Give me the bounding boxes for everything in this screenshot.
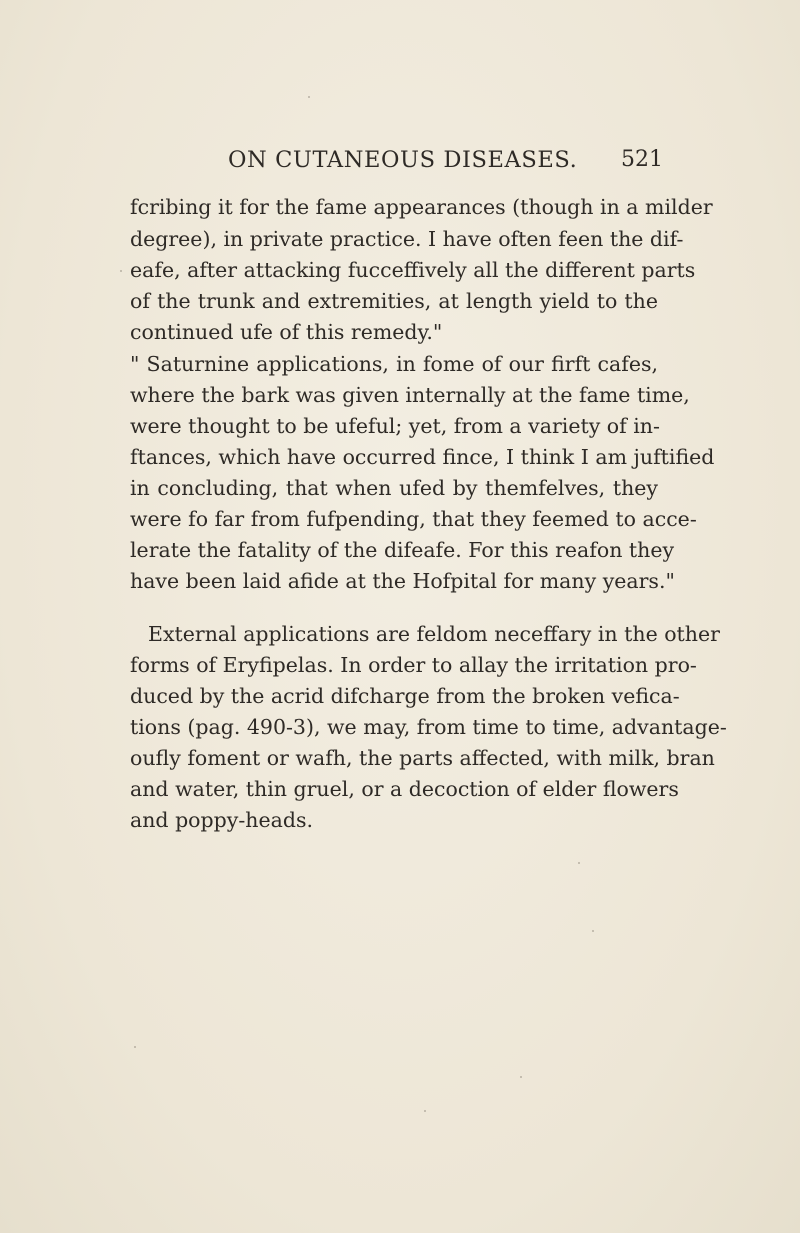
text-line: degree), in private practice. I have often feen the dif- xyxy=(130,227,684,251)
paper-speck xyxy=(578,862,580,864)
text-line: and poppy-heads. xyxy=(130,808,313,832)
text-line: External applications are feldom neceffary in the other xyxy=(148,622,720,646)
running-head xyxy=(228,147,668,177)
text-line: where the bark was given internally at the fame time, xyxy=(130,383,690,407)
text-line: were thought to be ufeful; yet, from a variety of in- xyxy=(130,414,660,438)
text-line: fcribing it for the fame appearances (though in a milder xyxy=(130,195,713,219)
text-line: oufly foment or wafh, the parts affected, with milk, bran xyxy=(130,746,715,770)
text-line: lerate the fatality of the difeafe. For this reafon they xyxy=(130,538,675,562)
paper-speck xyxy=(120,270,122,272)
text-line: tions (pag. 490-3), we may, from time to time, advantage- xyxy=(130,715,727,739)
text-line: " Saturnine applications, in fome of our firft cafes, xyxy=(130,352,658,376)
text-line: forms of Eryfipelas. In order to allay the irritation pro- xyxy=(130,653,697,677)
text-line: and water, thin gruel, or a decoction of elder flowers xyxy=(130,777,679,801)
text-line: were fo far from fufpending, that they feemed to acce- xyxy=(130,507,697,531)
text-line: duced by the acrid difcharge from the broken vefica- xyxy=(130,684,680,708)
page-number: 521 xyxy=(621,147,663,172)
text-line: continued ufe of this remedy." xyxy=(130,320,443,344)
text-line: ftances, which have occurred fince, I think I am juftified xyxy=(130,445,715,469)
paper-speck xyxy=(592,930,594,932)
text-line: of the trunk and extremities, at length yield to the xyxy=(130,289,658,313)
paper-speck xyxy=(520,1076,522,1078)
text-line: in concluding, that when ufed by themfelves, they xyxy=(130,476,658,500)
paper-speck xyxy=(424,1110,426,1112)
text-line: eafe, after attacking fucceffively all the different parts xyxy=(130,258,696,282)
paper-speck xyxy=(308,96,310,98)
paper-speck xyxy=(134,1046,136,1048)
text-line: have been laid afide at the Hofpital for many years." xyxy=(130,569,675,593)
running-title: ON CUTANEOUS DISEASES. xyxy=(228,147,578,173)
